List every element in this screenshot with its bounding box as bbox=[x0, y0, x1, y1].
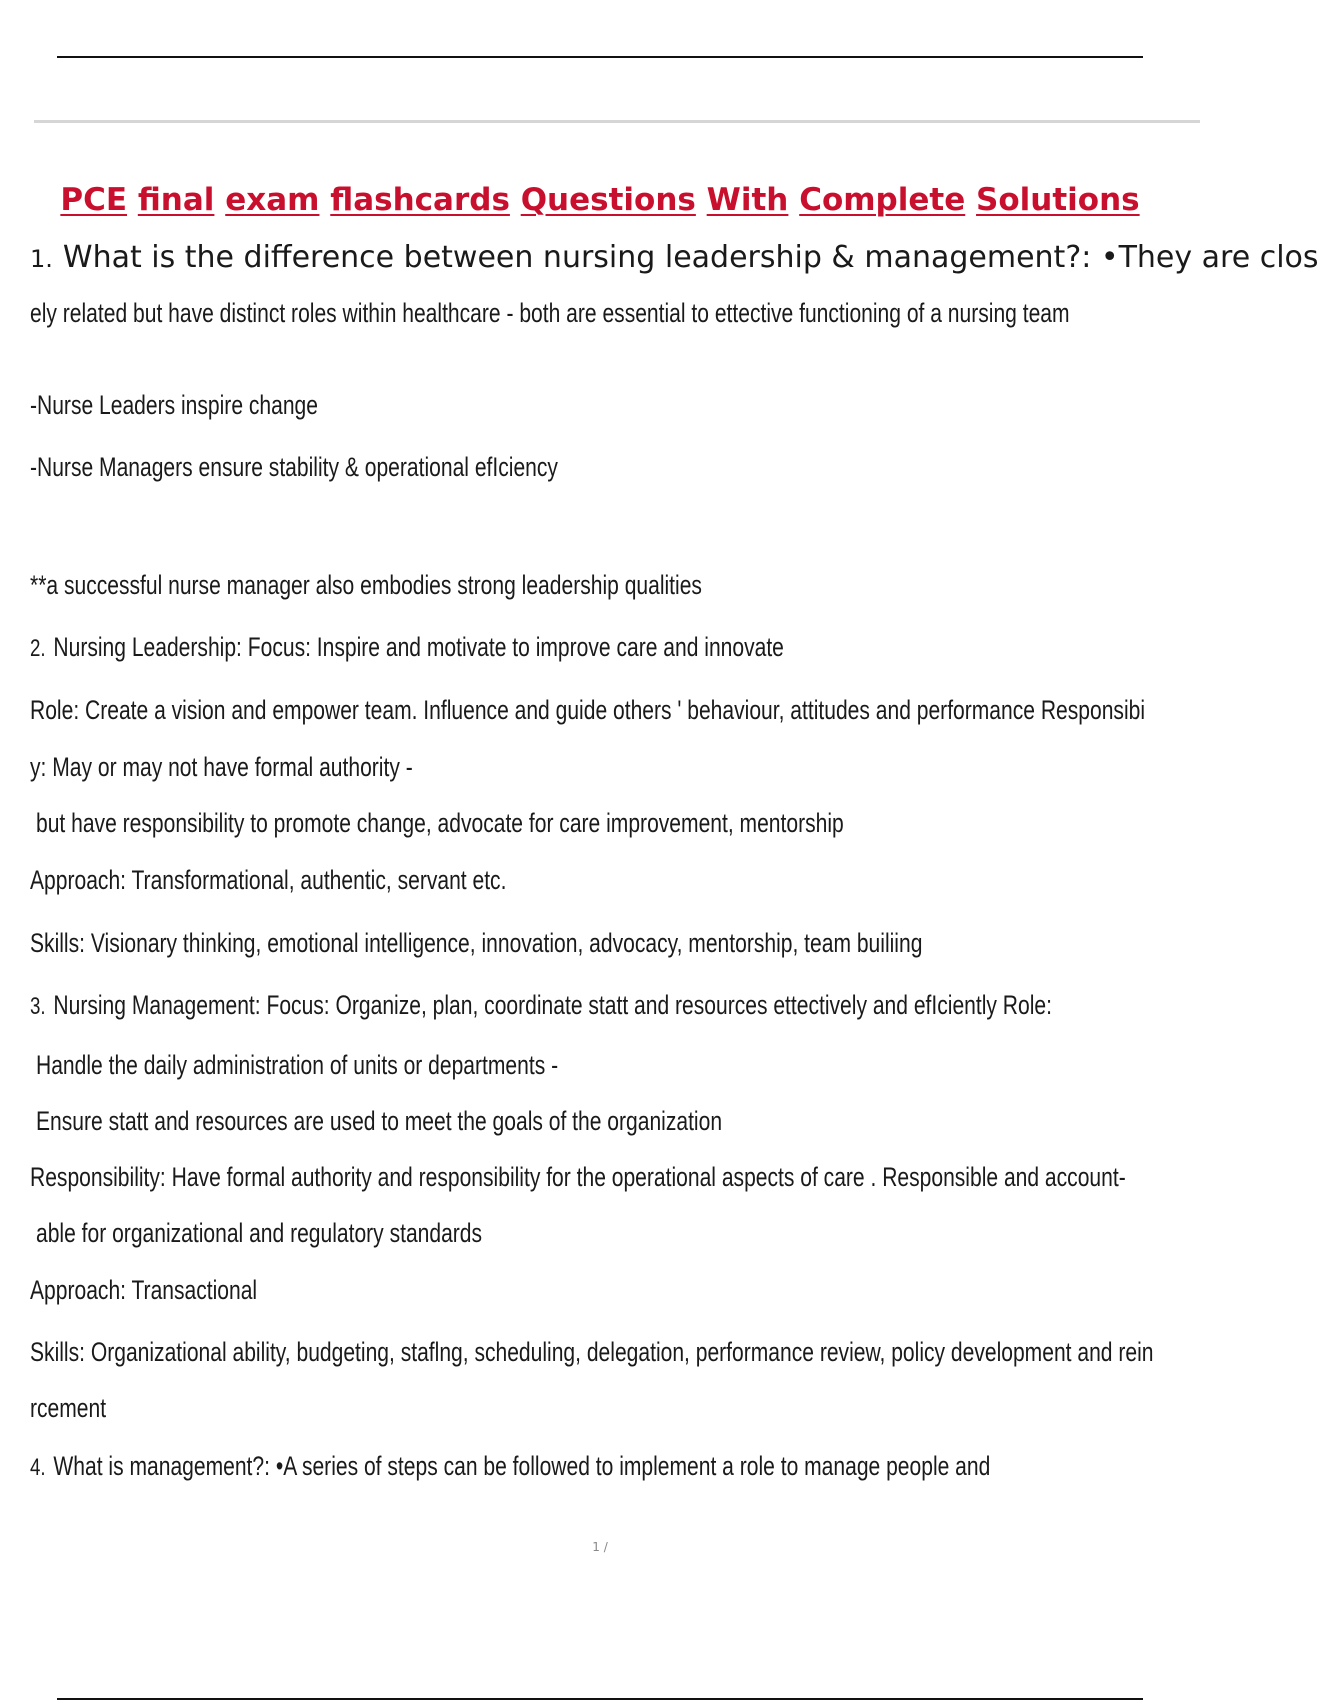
q4-number: 4. bbox=[30, 1454, 46, 1481]
q3-heading bbox=[30, 990, 1052, 1021]
q1-point-managers: -Nurse Managers ensure stability & operational efIciency bbox=[30, 452, 558, 482]
q2-skills: Skills: Visionary thinking, emotional intelligence, innovation, advocacy, mentorship, team builiing bbox=[30, 928, 923, 958]
q3-approach: Approach: Transactional bbox=[30, 1275, 258, 1305]
q2-responsibility: y: May or may not have formal authority - bbox=[30, 752, 413, 782]
q3-number: 3. bbox=[30, 993, 46, 1020]
q4-answer: •A series of steps can be followed to implement a role to manage people and bbox=[275, 1451, 991, 1481]
page-number: 1 / bbox=[592, 1540, 608, 1554]
q2-head: Nursing Leadership: Focus: Inspire and motivate to improve care and innovate bbox=[53, 632, 784, 662]
title-word: PCE bbox=[60, 182, 128, 218]
q2-heading bbox=[30, 632, 784, 663]
title-word: exam bbox=[225, 182, 320, 218]
title-word: final bbox=[137, 182, 215, 218]
q1-number: 1. bbox=[30, 245, 53, 273]
q4-head: What is management?: bbox=[53, 1451, 270, 1481]
q1-heading bbox=[30, 240, 1319, 275]
title-word: Solutions bbox=[976, 182, 1140, 218]
q1-note: **a successful nurse manager also embodies strong leadership qualities bbox=[30, 570, 702, 600]
q3-responsibility-cont: able for organizational and regulatory standards bbox=[36, 1218, 483, 1248]
title-word: Questions bbox=[520, 182, 696, 218]
q3-skills: Skills: Organizational ability, budgeting, staflng, scheduling, delegation, performance review, policy development and rein bbox=[30, 1337, 1154, 1367]
q2-role: Role: Create a vision and empower team. Influence and guide others ' behaviour, attitudes and performance Responsibi bbox=[30, 695, 1146, 725]
q4-heading bbox=[30, 1451, 990, 1482]
q3-role-b: Ensure statt and resources are used to meet the goals of the organization bbox=[36, 1106, 723, 1136]
title-word: With bbox=[706, 182, 789, 218]
q3-skills-cont: rcement bbox=[30, 1393, 107, 1423]
q2-number: 2. bbox=[30, 635, 46, 662]
q2-responsibility-cont: but have responsibility to promote change, advocate for care improvement, mentorship bbox=[36, 808, 844, 838]
title-word: flashcards bbox=[330, 182, 510, 218]
q3-head: Nursing Management: Focus: Organize, plan, coordinate statt and resources ettectively and efIciently Role: bbox=[53, 990, 1052, 1020]
q1-answer-line: ely related but have distinct roles within healthcare - both are essential to ettective functioning of a nursing team bbox=[30, 298, 1070, 328]
top-rule bbox=[57, 56, 1143, 58]
q1-question: What is the difference between nursing leadership & management?: bbox=[62, 240, 1092, 275]
q3-role-a: Handle the daily administration of units or departments - bbox=[36, 1050, 559, 1080]
q1-point-leaders: -Nurse Leaders inspire change bbox=[30, 390, 318, 420]
q2-approach: Approach: Transformational, authentic, servant etc. bbox=[30, 865, 507, 895]
q3-responsibility: Responsibility: Have formal authority and responsibility for the operational aspects of care . Responsible and account- bbox=[30, 1162, 1126, 1192]
q1-answer-start: •They are clos bbox=[1100, 240, 1319, 275]
header-divider bbox=[34, 120, 1200, 123]
document-title bbox=[0, 180, 1200, 220]
title-word: Complete bbox=[799, 182, 966, 218]
